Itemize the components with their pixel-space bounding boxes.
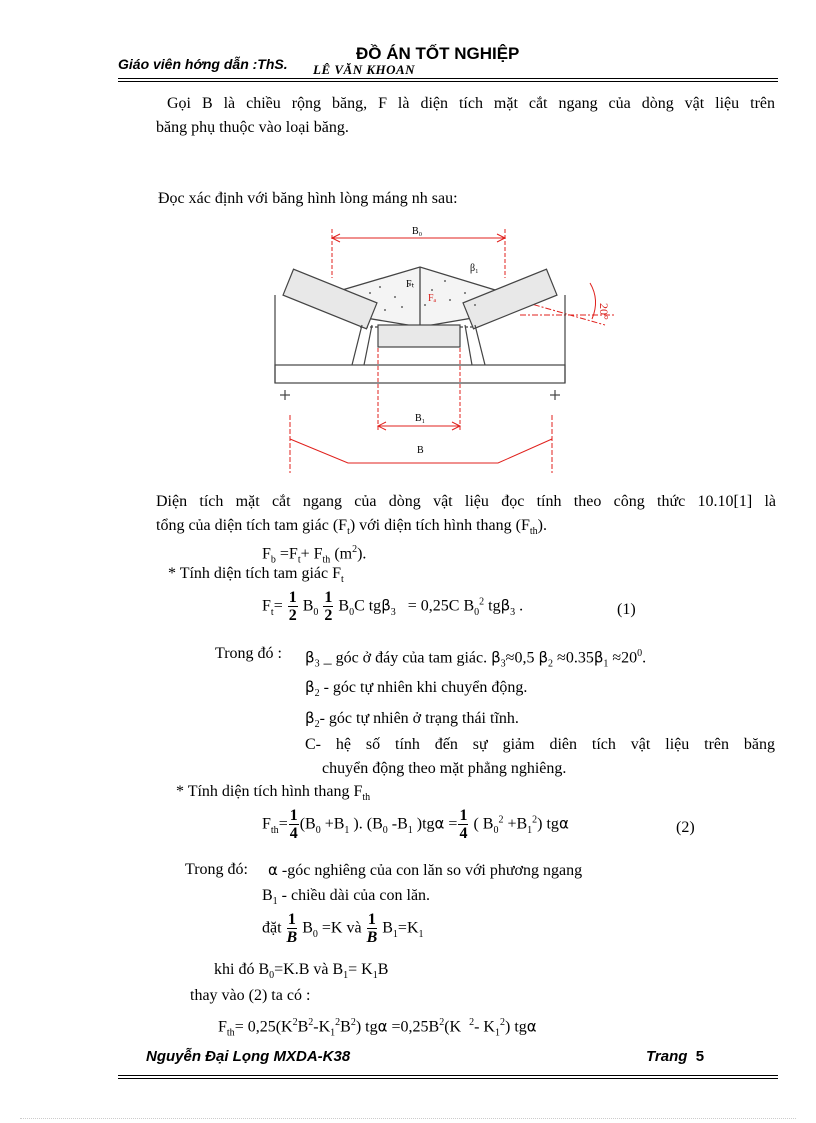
dat-equation: đặt $\frac{1}{B}$ $B_0 =K$ và $\frac{1}{B}$ $B_1=K_1$ bbox=[262, 911, 424, 946]
label-b0: B₀ bbox=[412, 226, 423, 237]
label-b1: B₁ bbox=[415, 413, 426, 424]
label-beta: β₁ bbox=[470, 263, 479, 274]
label-fth: Fₐ bbox=[428, 293, 437, 304]
trongdo-2-label: Trong đó: bbox=[185, 861, 248, 878]
triangle-heading: * Tính diện tích tam giác $F_t$ bbox=[168, 565, 344, 586]
b1-definition: $B_1$ - chiều dài của con lăn. bbox=[262, 887, 431, 908]
khi-do-equation: khi đó $B_0=K.B$ và $B_1= K_1B$ bbox=[214, 961, 389, 982]
footer-page: Trang 5 bbox=[646, 1048, 705, 1065]
page-edge-dotted-line bbox=[20, 1118, 796, 1119]
footer-rule-2 bbox=[118, 1078, 778, 1079]
paragraph-3-line-2: tổng của diện tích tam giác $(F_t)$ với diện tích hình thang $(F_{th})$. bbox=[156, 517, 547, 538]
footer-rule-1 bbox=[118, 1075, 778, 1076]
beta2-static-definition: $\beta_2-$ góc tự nhiên ở trạng thái tĩnh. bbox=[305, 709, 519, 731]
trapezoid-heading: * Tính diện tích hình thang $F_{th}$ bbox=[176, 783, 371, 804]
footer-author: Nguyễn Đại Lọng MXDA-K38 bbox=[146, 1048, 351, 1065]
header-teacher-name: LÊ VĂN KHOAN bbox=[313, 62, 416, 77]
label-b: B bbox=[417, 445, 424, 456]
equation-2: $F_{th}=$ $\frac{1}{4}$ ($B_0 +B_1$ ). ($B_0$ $-B_1$ )tgα = $\frac{1}{4}$ ( $B_0^2 +B_1^2$) tgα bbox=[262, 807, 569, 842]
equation-fb: $F_b =F_t+ F_{th}$ $(m^2)$. bbox=[262, 544, 367, 566]
paragraph-3-line-1: Diện tích mặt cắt ngang của dòng vật liệu đọc tính theo công thức 10.10[1] là bbox=[156, 493, 776, 510]
thay-vao-text: thay vào (2) ta có : bbox=[190, 987, 311, 1004]
c-definition-line-1: C- hệ số tính đến sự giảm diên tích vật liệu trên băng bbox=[305, 736, 775, 753]
header-teacher-label: Giáo viên hớng dẫn :ThS. bbox=[118, 56, 288, 72]
paragraph-1-line-2: băng phụ thuộc vào loại băng. bbox=[156, 119, 349, 136]
header-title: ĐỒ ÁN TỐT NGHIỆP bbox=[356, 44, 520, 63]
conveyor-trough-figure bbox=[260, 215, 630, 480]
header-rule-1 bbox=[118, 78, 778, 79]
final-equation: $F_{th}= 0,25(K^2B^2-K_1^2B^2)$ $tg\alpha =0,25B^2(K$ $^2$- $K_1^2$) tgα bbox=[218, 1017, 537, 1039]
trongdo-1-label: Trong đó : bbox=[215, 645, 282, 662]
label-angle: 20° bbox=[597, 303, 611, 320]
beta3-definition: $\beta_3$ _ góc ở đáy của tam giác. $\beta_3\approx 0,5$ $\beta_2 \approx 0.35\beta_1 \approx 20^0$. bbox=[305, 648, 647, 670]
equation-1: $F_t=$ $\frac{1}{2}$ $B_0$ $\frac{1}{2}$ $B_0C$ tgβ$_3$ = 0,25C $B_0^2$ tgβ$_3$ . bbox=[262, 589, 524, 624]
alpha-definition: α -góc nghiêng của con lăn so với phương ngang bbox=[268, 861, 583, 879]
label-ft: Fₜ bbox=[406, 279, 415, 290]
paragraph-1-line-1: Gọi B là chiều rộng băng, F là diện tích mặt cắt ngang của dòng vật liệu trên bbox=[167, 95, 775, 112]
c-definition-line-2: chuyển động theo mặt phẳng nghiêng. bbox=[322, 760, 567, 777]
equation-1-label: (1) bbox=[617, 601, 636, 618]
header-rule-2 bbox=[118, 81, 778, 82]
figure-dimension-lines bbox=[290, 229, 615, 473]
beta2-definition: $\beta_2$ - góc tự nhiên khi chuyển động. bbox=[305, 678, 528, 700]
equation-2-label: (2) bbox=[676, 819, 695, 836]
paragraph-2: Đọc xác định với băng hình lòng máng nh sau: bbox=[158, 190, 458, 207]
